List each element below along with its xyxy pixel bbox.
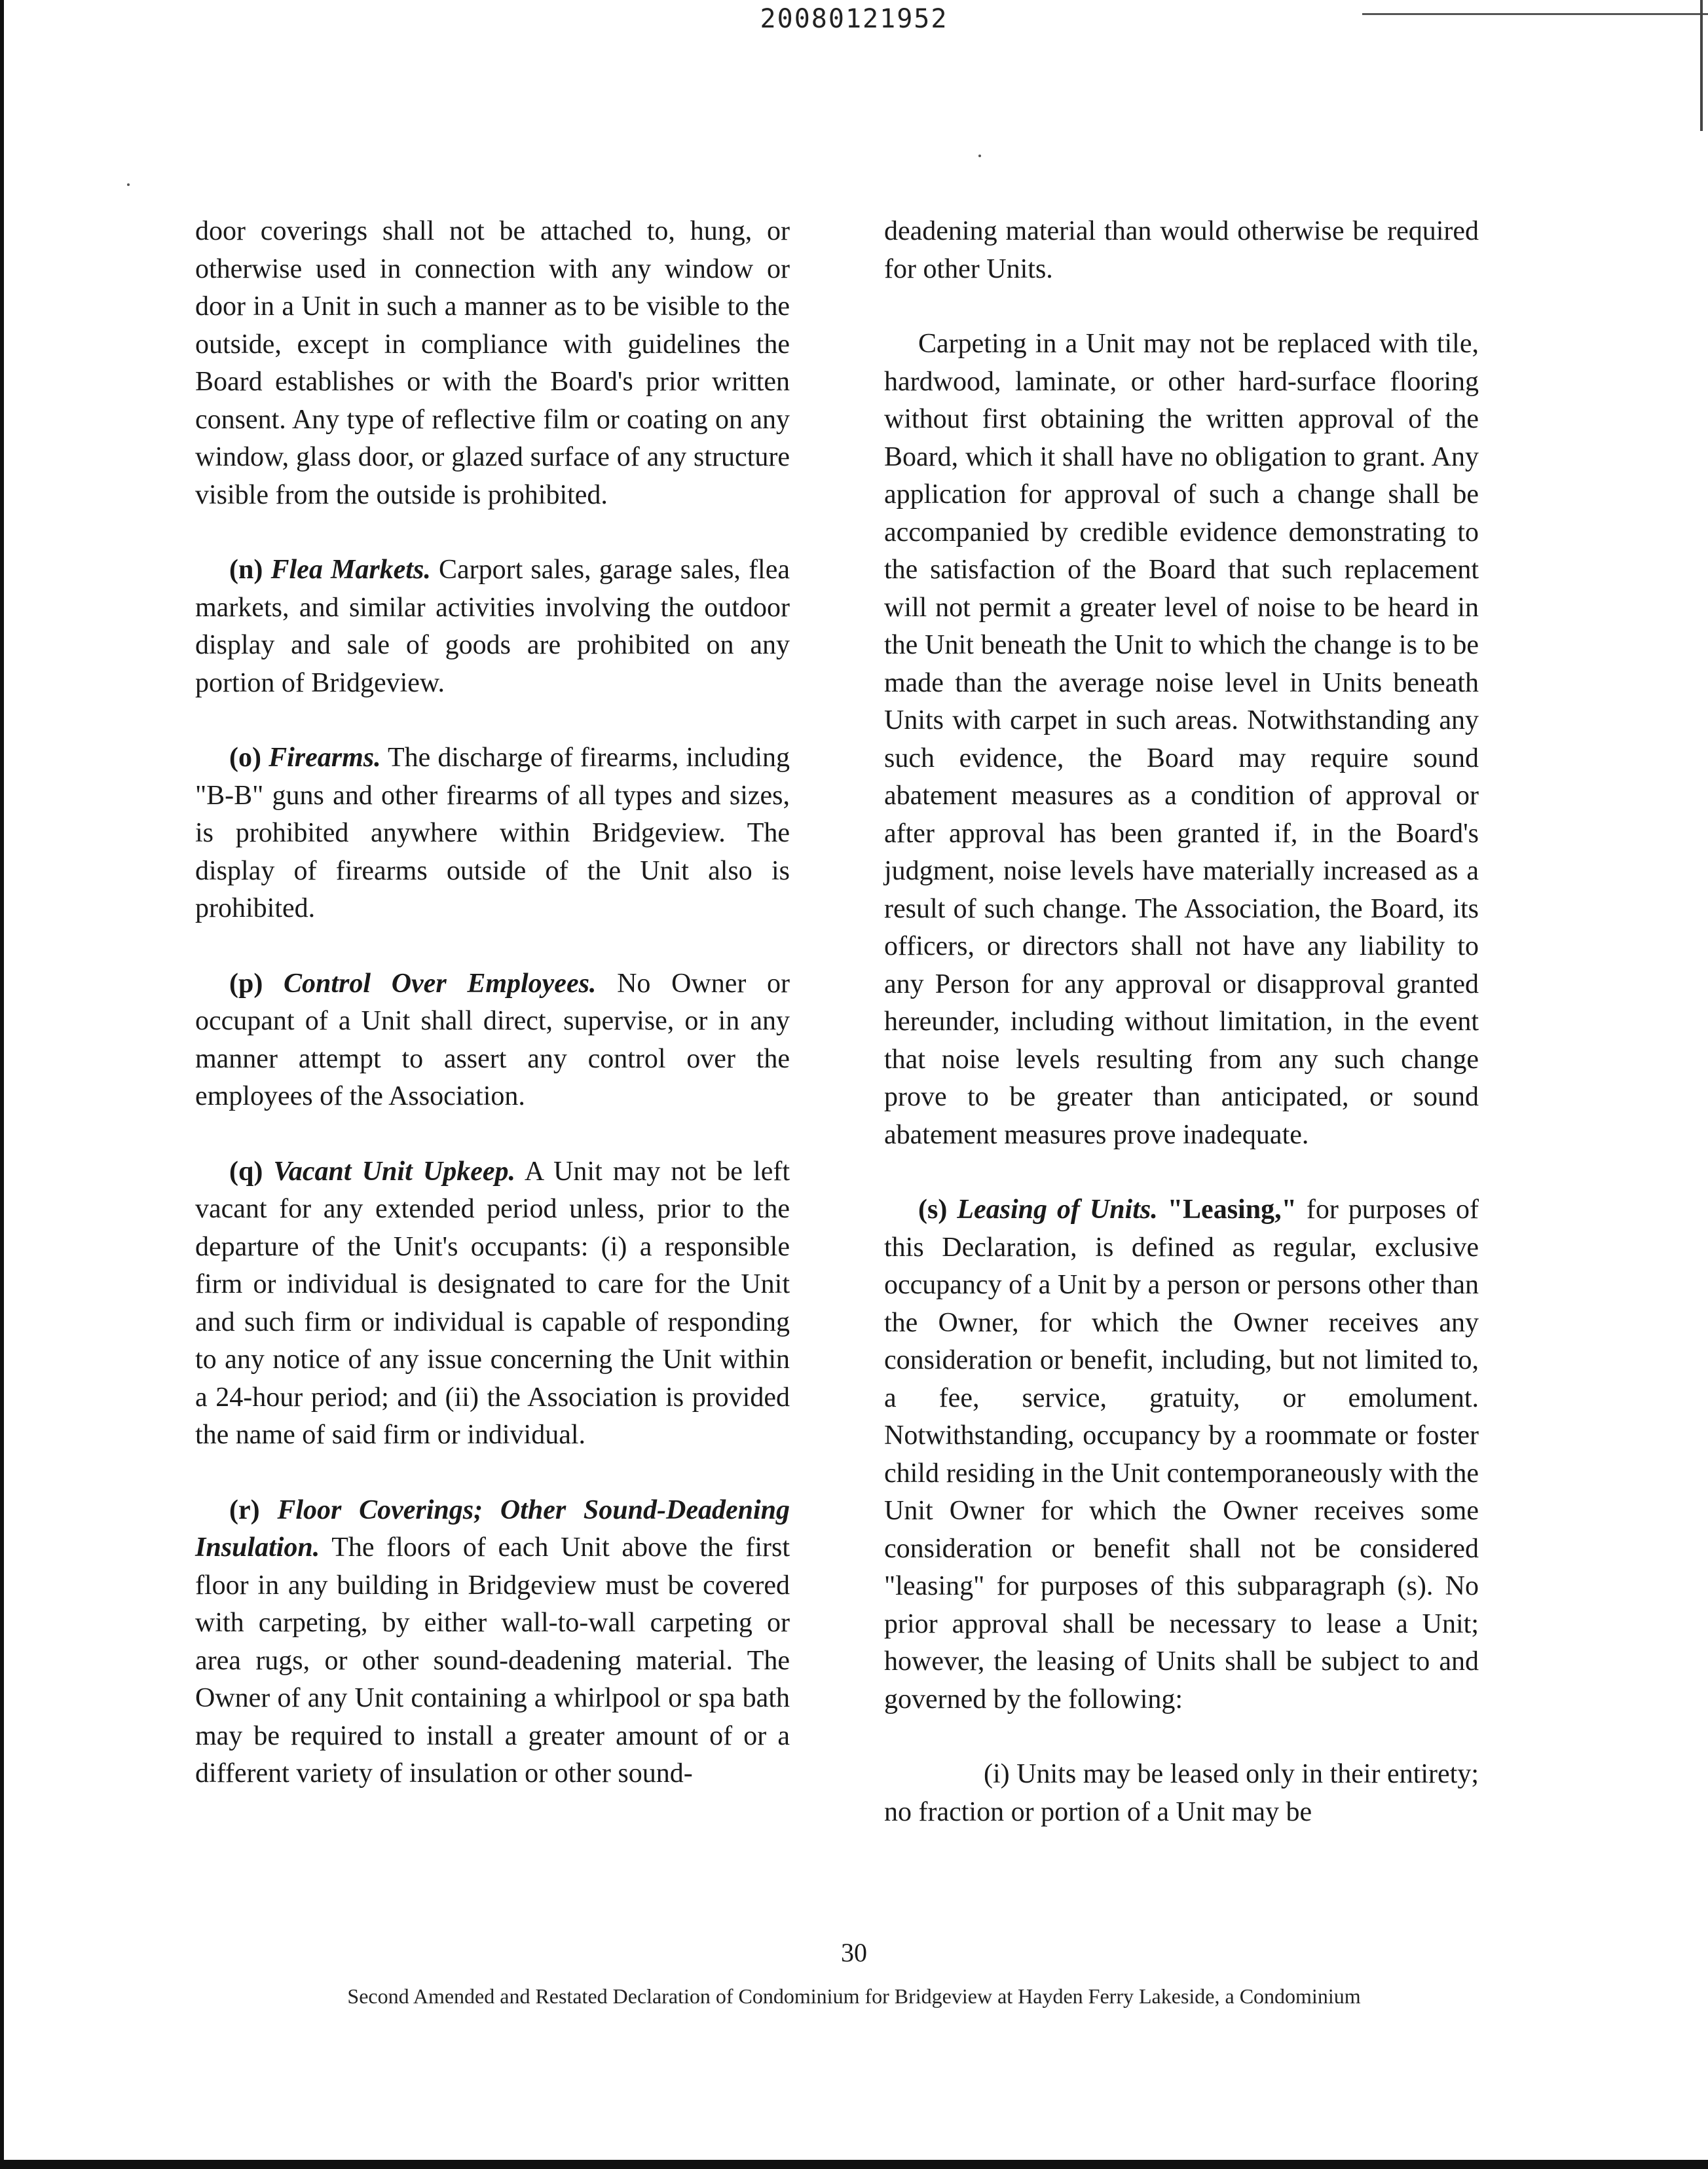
paragraph-continuation: deadening material than would otherwise be required for other Units. <box>884 216 1479 284</box>
section-heading: Control Over Employees. <box>284 968 597 999</box>
section-label: (o) <box>229 743 261 773</box>
scan-speck <box>127 183 130 186</box>
section-s <box>884 1191 1479 1718</box>
section-label: (s) <box>918 1195 948 1225</box>
scan-speck <box>978 155 981 157</box>
scan-border-bottom <box>0 2160 1708 2169</box>
right-column <box>884 213 1479 1868</box>
section-heading: Leasing of Units. <box>957 1195 1158 1225</box>
section-r-paragraph-2: Carpeting in a Unit may not be replaced with tile, hardwood, laminate, or other hard-surface flooring without first obtaining the written approval of the Board, which it shall have no obligation to grant. Any application for approval of such a change shall be accompanied by credible evidence demonstrating to the satisfaction of the Board that such replacement will not permit a greater level of noise to be heard in the Unit beneath the Unit to which the change is to be made than the average noise level in Units beneath Units with carpet in such areas. Notwithstanding any such evidence, the Board may require sound abatement measures as a condition of approval or after approval has been granted if, in the Board's judgment, noise levels have materially increased as a result of such change. The Association, the Board, its officers, or directors shall not have any liability to any Person for any approval or disapproval granted hereunder, including without limitation, in the event that noise levels resulting from any such change prove to be greater than anticipated, or sound abatement measures prove inadequate. <box>884 329 1479 1150</box>
section-body: for purposes of this Declaration, is defined as regular, exclusive occupancy of a Unit by a person or persons other than the Owner, for which the Owner receives any consideration or benefit, including, but not limited to, a fee, service, gratuity, or emolument. Notwithstanding, occupancy by a roommate or foster child residing in the Unit contemporaneously with the Unit Owner for which the Owner receives some consideration or benefit shall not be considered "leasing" for purposes of this subparagraph (s). No prior approval shall be necessary to lease a Unit; however, the leasing of Units shall be subject to and governed by the following: <box>884 1195 1479 1715</box>
section-body: Carport sales, garage sales, flea markets, and similar activities involving the outdoor display and sale of goods are prohibited on any portion of Bridgeview. <box>195 555 790 698</box>
section-heading: Floor Coverings; Other Sound-Deadening Insulation. <box>195 1494 790 1563</box>
section-body: A Unit may not be left vacant for any extended period unless, prior to the departure of the Unit's occupants: (i) a responsible firm or individual is designated to care for the Unit and such firm or individual is capable of responding to any notice of any issue concerning the Unit within a 24-hour period; and (ii) the Association is provided the name of said firm or individual. <box>195 1156 790 1450</box>
section-label: (p) <box>229 968 263 999</box>
section-body: No Owner or occupant of a Unit shall direct, supervise, or in any manner attempt to assert any control over the employees of the Association. <box>195 968 790 1111</box>
section-p <box>195 965 790 1116</box>
section-o <box>195 739 790 928</box>
section-heading: Vacant Unit Upkeep. <box>273 1156 516 1187</box>
scan-border-left <box>0 0 4 2169</box>
section-heading: Flea Markets. <box>270 555 431 585</box>
section-label: (q) <box>229 1156 263 1187</box>
section-q <box>195 1153 790 1455</box>
section-body: The floors of each Unit above the first floor in any building in Bridgeview must be covered with carpeting, by either wall-to-wall carpeting or area rugs, or other sound-deadening material. The Owner of any Unit containing a whirlpool or spa bath may be required to install a greater amount of or a different variety of insulation or other sound- <box>195 1532 790 1789</box>
page-number: 30 <box>841 1938 867 1967</box>
section-label: (r) <box>229 1494 260 1525</box>
subsection-body: Units may be leased only in their entirety; no fraction or portion of a Unit may be <box>884 1759 1479 1827</box>
section-heading: Firearms. <box>269 743 381 773</box>
paragraph-continuation: door coverings shall not be attached to, hung, or otherwise used in connection with any window or door in a Unit in such a manner as to be visible to the outside, except in compliance with guidelines the Board establishes or with the Board's prior written consent. Any type of reflective film or coating on any window, glass door, or glazed surface of any structure visible from the outside is prohibited. <box>195 216 790 510</box>
subsection-s-i <box>884 1756 1479 1831</box>
defined-term: "Leasing," <box>1167 1195 1297 1225</box>
subsection-label: (i) <box>984 1759 1010 1789</box>
footer-document-title: Second Amended and Restated Declaration of Condominium for Bridgeview at Hayden Ferry Lakeside, a Condominium <box>347 1984 1361 2008</box>
section-label: (n) <box>229 555 263 585</box>
section-n <box>195 551 790 702</box>
section-r <box>195 1492 790 1793</box>
left-column <box>195 213 790 1830</box>
document-number: 20080121952 <box>760 4 948 34</box>
section-body: The discharge of firearms, including "B-B" guns and other firearms of all types and sizes, is prohibited anywhere within Bridgeview. The display of firearms outside of the Unit also is prohibited. <box>195 743 790 923</box>
